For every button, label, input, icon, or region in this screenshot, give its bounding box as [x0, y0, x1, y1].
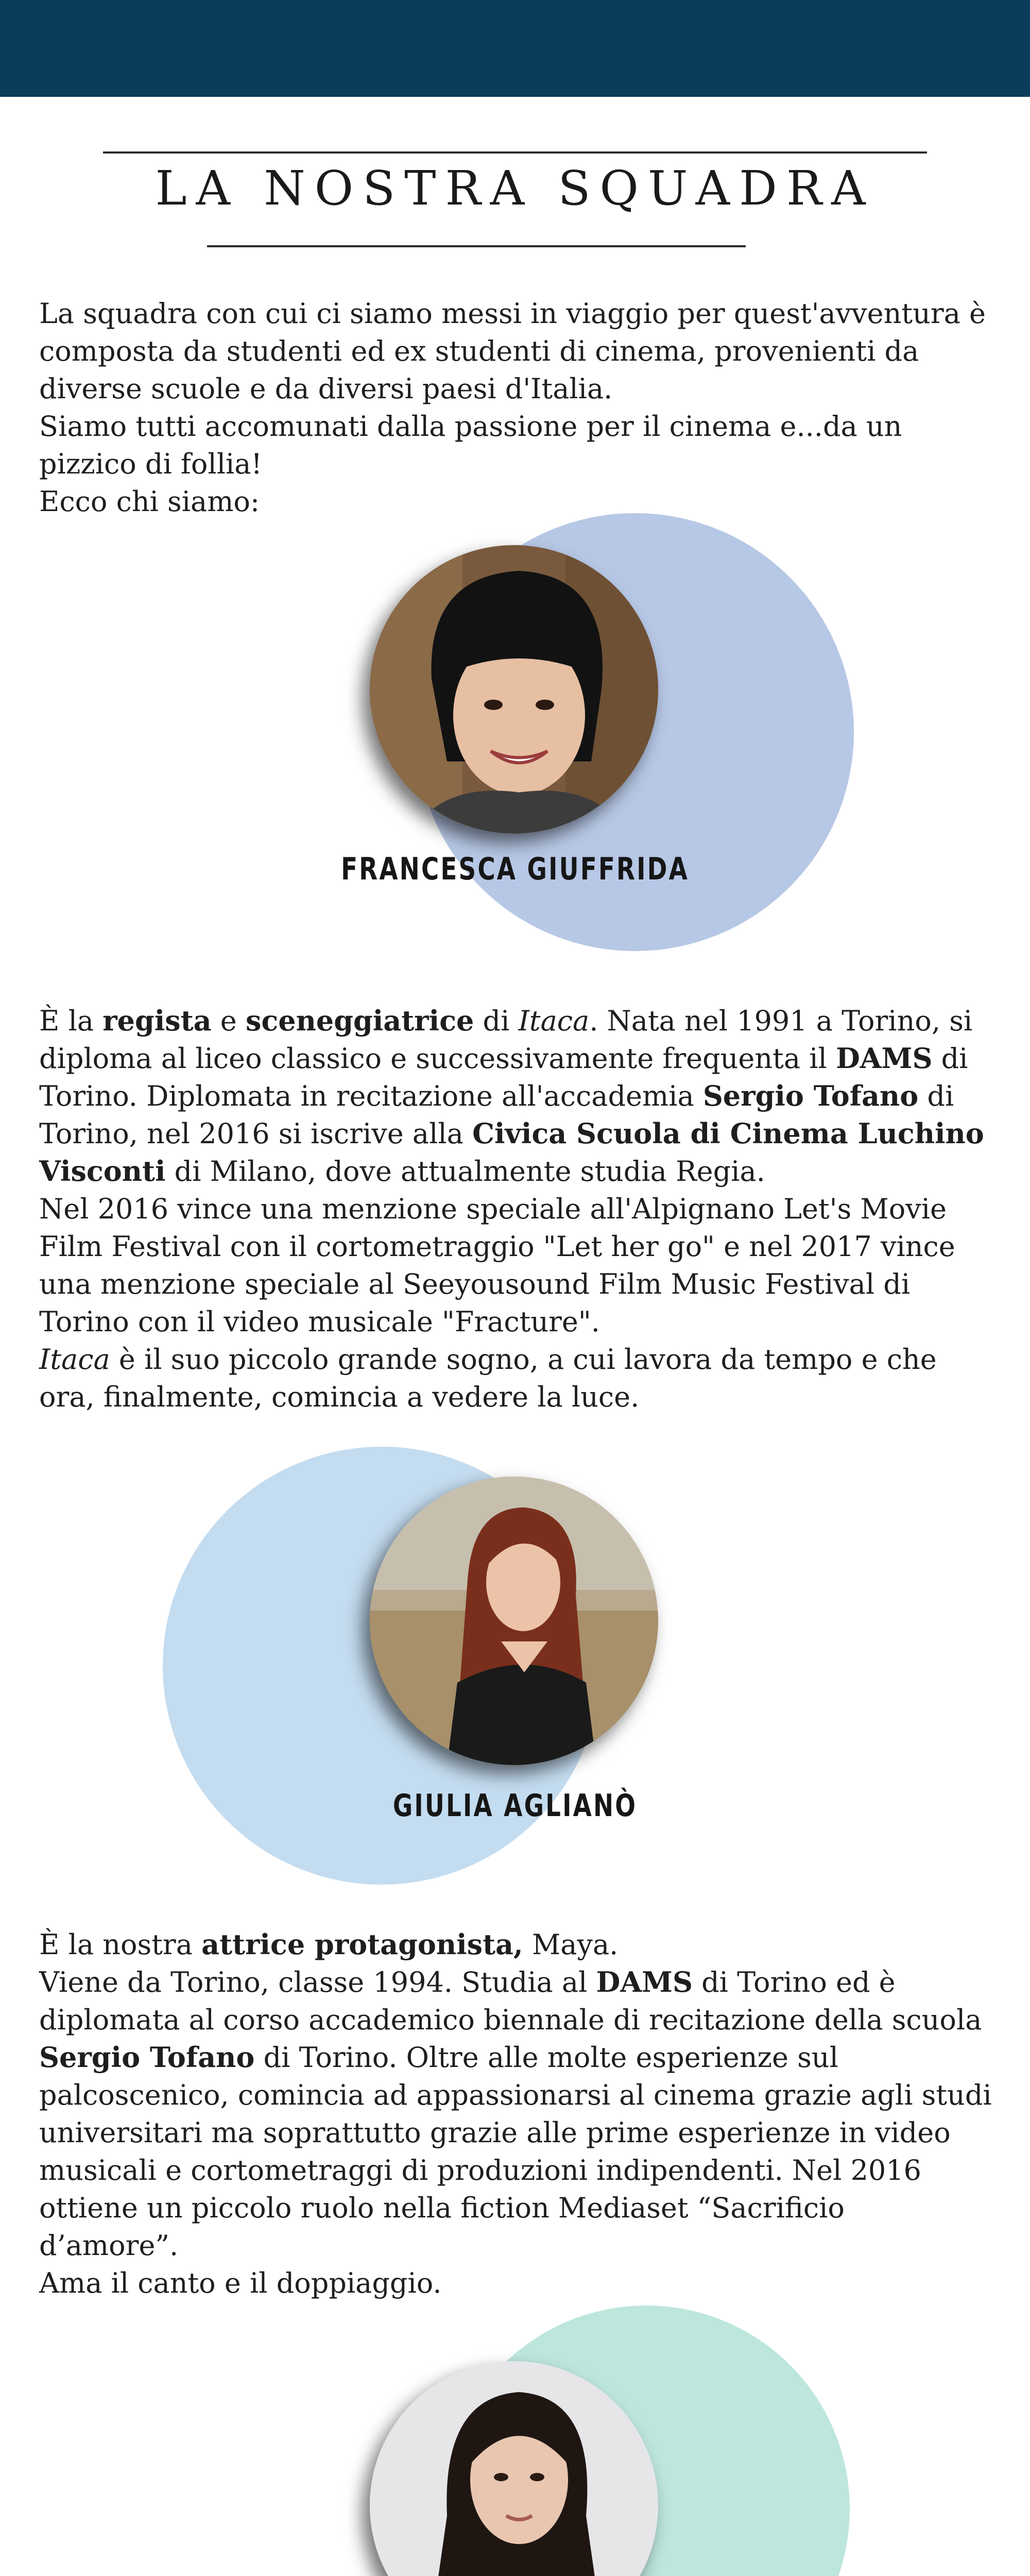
bio-text: di Torino. Diplomata in recitazione all'accademia: [39, 1042, 968, 1112]
bio-text: di Torino ed è diplomata al corso accademico biennale di recitazione della scuola: [39, 1966, 982, 2036]
bio-text: Maya.: [523, 1928, 619, 1961]
bio-highlight: regista: [102, 1004, 212, 1037]
member-photo: [370, 1477, 658, 1765]
member-name: FRANCESCA GIUFFRIDA: [341, 851, 689, 887]
bio-text: di Torino. Oltre alle molte esperienze sul palcoscenico, comincia ad appassionarsi al cinema grazie agli studi universitari ma soprattutto grazie alle prime esperienze in video musicali e cortometraggi di produzioni indipendenti. Nel 2016 ottiene un piccolo ruolo nella fiction Mediaset “Sacrificio d’amore”.: [39, 2041, 992, 2262]
bio-text: di: [474, 1005, 519, 1037]
bio-text: Viene da Torino, classe 1994. Studia al: [39, 1966, 596, 1998]
bio-highlight: attrice protagonista,: [201, 1928, 523, 1961]
bio-highlight: Sergio Tofano: [39, 2041, 255, 2074]
film-title: Itaca: [39, 1343, 110, 1376]
member-bio: [39, 1926, 992, 2302]
bio-text: di Torino, nel 2016 si iscrive alla: [39, 1080, 954, 1150]
intro-paragraph: La squadra con cui ci siamo messi in viaggio per quest'avventura è composta da studenti ed ex studenti di cinema, provenienti da diverse scuole e da diversi paesi d'Italia.: [39, 297, 986, 405]
bio-paragraph: [39, 1002, 992, 1190]
member-photo: [370, 545, 658, 834]
member-bio: [39, 1002, 992, 1416]
bio-paragraph: Ama il canto e il doppiaggio.: [39, 2267, 442, 2299]
member-name: GIULIA AGLIANÒ: [392, 1788, 638, 1824]
title-rule-top: [103, 151, 927, 154]
intro-paragraph: Siamo tutti accomunati dalla passione per il cinema e...da un pizzico di follia!: [39, 410, 902, 480]
bio-paragraph: [39, 1341, 992, 1416]
bio-highlight: DAMS: [596, 1965, 693, 1998]
bio-text: . Nata nel 1991 a Torino, si diploma al liceo classico e successivamente frequenta il: [39, 1005, 973, 1075]
title-rule-bottom: [207, 245, 746, 247]
top-banner: [0, 0, 1030, 97]
bio-highlight: DAMS: [835, 1042, 933, 1075]
intro-paragraph: Ecco chi siamo:: [39, 485, 260, 518]
bio-paragraph: [39, 1926, 992, 1963]
bio-highlight: Sergio Tofano: [702, 1079, 919, 1112]
bio-text: è il suo piccolo grande sogno, a cui lavora da tempo e che ora, finalmente, comincia a vedere la luce.: [39, 1343, 937, 1413]
intro-text: [39, 295, 992, 520]
page-title: LA NOSTRA SQUADRA: [155, 161, 875, 216]
bio-highlight: sceneggiatrice: [245, 1004, 474, 1037]
film-title: Itaca: [518, 1005, 590, 1037]
bio-paragraph: [39, 1963, 992, 2264]
bio-text: È la: [39, 1005, 103, 1037]
bio-highlight: Civica Scuola di Cinema Luchino Visconti: [39, 1117, 984, 1188]
bio-text: È la nostra: [39, 1928, 202, 1961]
bio-text: di Milano, dove attualmente studia Regia.: [165, 1155, 765, 1188]
bio-text: e: [211, 1005, 246, 1037]
bio-paragraph: Nel 2016 vince una menzione speciale all'Alpignano Let's Movie Film Festival con il cortometraggio "Let her go" e nel 2017 vince una menzione speciale al Seeyousound Film Music Festival di Torino con il video musicale "Fracture".: [39, 1193, 955, 1338]
